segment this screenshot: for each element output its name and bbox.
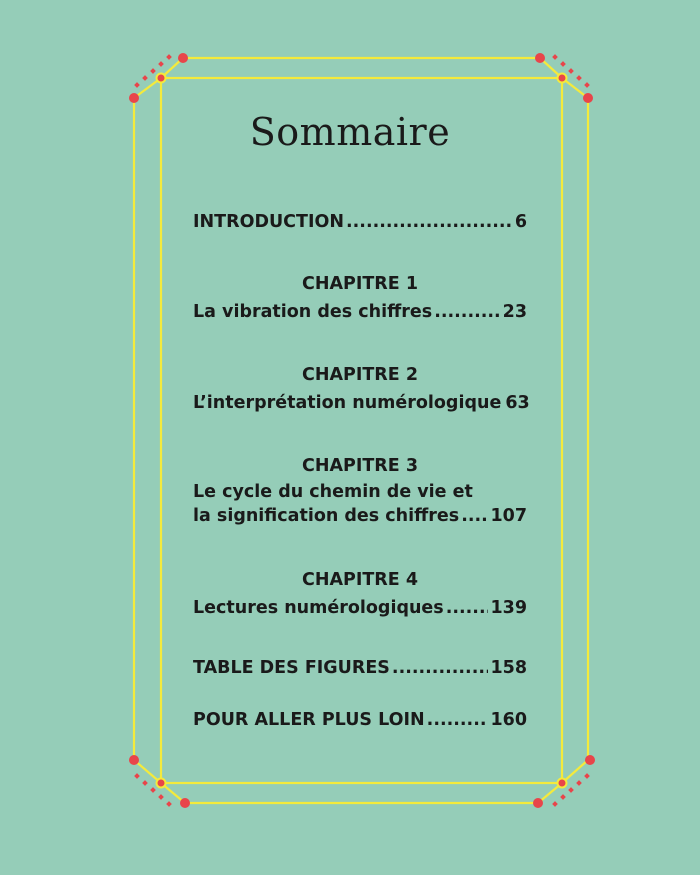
entry-page: 160 [490, 710, 527, 730]
entry-label: INTRODUCTION [193, 212, 344, 232]
toc-entry [193, 298, 527, 326]
entry-page: 107 [490, 506, 527, 526]
dot-leader [346, 208, 513, 236]
page-title: Sommaire [249, 110, 451, 154]
dot-leader [434, 298, 500, 326]
toc-entry-introduction [193, 208, 527, 236]
dot-leader [427, 706, 489, 734]
entry-label: L’interprétation numérologique [193, 393, 502, 413]
dot-leader [461, 504, 488, 528]
entry-page: 23 [502, 302, 527, 322]
entry-page: 6 [514, 212, 527, 232]
entry-label: la signification des chiffres [193, 506, 460, 526]
entry-label: TABLE DES FIGURES [193, 658, 390, 678]
entry-page: 158 [490, 658, 527, 678]
chapter-heading: CHAPITRE 2 [301, 365, 418, 385]
toc-entry-figures [193, 654, 527, 682]
entry-page: 139 [490, 598, 527, 618]
entry-label: La vibration des chiffres [193, 302, 433, 322]
table-of-contents [193, 208, 530, 734]
chapter-heading: CHAPITRE 4 [301, 570, 418, 590]
dot-leader [446, 594, 489, 622]
dot-leader [392, 654, 489, 682]
entry-label: Lectures numérologiques [193, 598, 444, 618]
toc-entry [193, 594, 527, 622]
entry-label: POUR ALLER PLUS LOIN [193, 710, 425, 730]
chapter-heading: CHAPITRE 1 [301, 274, 418, 294]
entry-label-line: Le cycle du chemin de vie et [193, 482, 473, 502]
toc-entry-further-reading [193, 706, 527, 734]
entry-page: 63 [505, 393, 530, 413]
toc-entry [193, 389, 530, 417]
toc-entry [193, 504, 527, 528]
chapter-heading: CHAPITRE 3 [301, 456, 418, 476]
